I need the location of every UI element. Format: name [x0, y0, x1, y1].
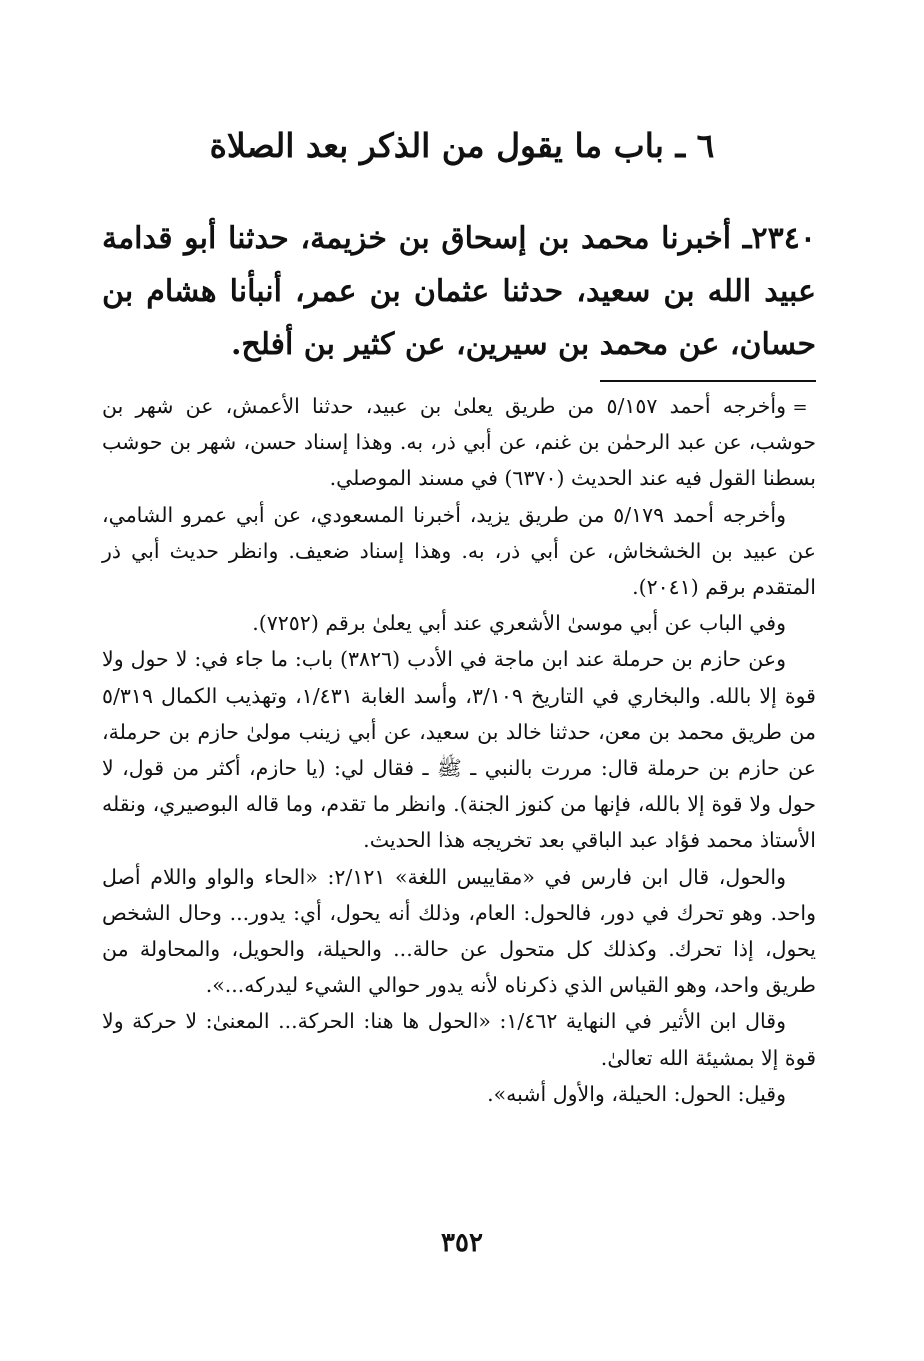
footnotes: [102, 388, 816, 1112]
footnote-continuation-mark: =: [792, 397, 808, 418]
hadith-text: [102, 212, 816, 371]
footnote-paragraph: وعن حازم بن حرملة عند ابن ماجة في الأدب (٣٨٢٦) باب: ما جاء في: لا حول ولا قوة إلا بالله. والبخاري في التاريخ ٣/١٠٩، وأسد الغابة ١/٤٣١، وتهذيب الكمال ٥/٣١٩ من طريق محمد بن معن، حدثنا خالد بن سعيد، عن أبي زينب مولىٰ حازم بن حرملة، عن حازم بن حرملة قال: مررت بالنبي ـ ﷺ ـ فقال لي: (يا حازم، أكثر من قول، لا حول ولا قوة إلا بالله، فإنها من كنوز الجنة). وانظر ما تقدم، وما قاله البوصيري، ونقله الأستاذ محمد فؤاد عبد الباقي بعد تخريجه هذا الحديث.: [102, 647, 816, 853]
hadith-number: ٢٣٤٠: [751, 221, 816, 256]
footnote-paragraph: وأخرجه أحمد ٥/١٥٧ من طريق يعلىٰ بن عبيد، حدثنا الأعمش، عن شهر بن حوشب، عن عبد الرحمٰن بن غنم، عن أبي ذر، به. وهذا إسناد حسن، شهر بن حوشب بسطنا القول فيه عند الحديث (٦٣٧٠) في مسند الموصلي.: [102, 394, 816, 491]
page-number: ٣٥٢: [441, 1228, 483, 1258]
footnote-paragraph: والحول، قال ابن فارس في «مقاييس اللغة» ٢/١٢١: «الحاء والواو واللام أصل واحد. وهو تحرك في دور، فالحول: العام، وذلك أنه يحول، أي: يدور... وحال الشخص يحول، إذا تحرك. وكذلك كل متحول عن حالة... والحيلة، والحويل، والمحاولة من طريق واحد، وهو القياس الذي ذكرناه لأنه يدور حوالي الشيء ليدركه...».: [102, 864, 816, 998]
hadith-body: ـ أخبرنا محمد بن إسحاق بن خزيمة، حدثنا أبو قدامة عبيد الله بن سعيد، حدثنا عثمان بن عمر، أنبأنا هشام بن حسان، عن محمد بن سيرين، عن كثير بن أفلح.: [102, 221, 816, 362]
footnote-paragraph: وفي الباب عن أبي موسىٰ الأشعري عند أبي يعلىٰ برقم (٧٢٥٢).: [252, 611, 786, 636]
footnote-paragraph: وقيل: الحول: الحيلة، والأول أشبه».: [487, 1081, 786, 1106]
footnote-paragraph: وقال ابن الأثير في النهاية ١/٤٦٢: «الحول ها هنا: الحركة... المعنىٰ: لا حركة ولا قوة إلا بمشيئة الله تعالىٰ.: [102, 1009, 816, 1070]
footnote-divider: [600, 380, 816, 382]
chapter-title: ٦ ـ باب ما يقول من الذكر بعد الصلاة: [209, 126, 715, 165]
footnote-paragraph: وأخرجه أحمد ٥/١٧٩ من طريق يزيد، أخبرنا المسعودي، عن أبي عمرو الشامي، عن عبيد بن الخشخاش، عن أبي ذر، به. وهذا إسناد ضعيف. وانظر حديث أبي ذر المتقدم برقم (٢٠٤١).: [102, 502, 816, 600]
